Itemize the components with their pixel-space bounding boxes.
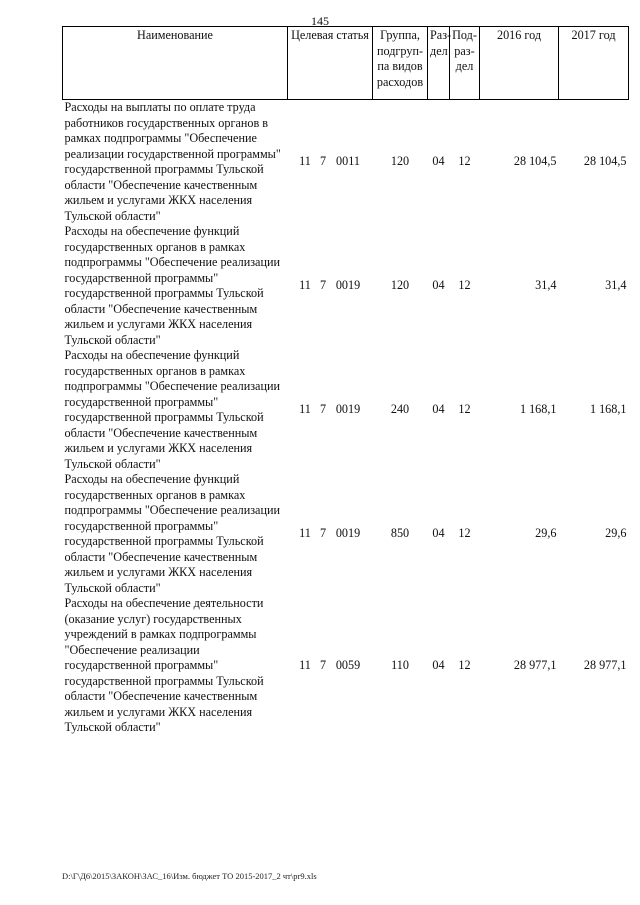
header-year-2016: 2016 год — [480, 27, 559, 100]
row-target-article — [288, 472, 373, 596]
row-target-article — [288, 224, 373, 348]
row-group: 850 — [390, 526, 410, 541]
row-amount-2017: 28 104,5 — [583, 154, 627, 169]
budget-table — [62, 26, 629, 736]
row-subsection: 12 — [458, 278, 471, 293]
row-name: Расходы на обеспечение функций государственных органов в рамках подпрограммы "Обеспечение реализации государственной программы" государственной программы Тульской области "Обеспечение качественным жильем и услугами ЖКХ населения Тульской области" — [64, 224, 281, 347]
row-name: Расходы на обеспечение функций государственных органов в рамках подпрограммы "Обеспечение реализации государственной программы" государственной программы Тульской области "Обеспечение качественным жильем и услугами ЖКХ населения Тульской области" — [64, 348, 281, 471]
row-target-article — [288, 100, 373, 225]
code-subprogram: 7 — [319, 526, 327, 541]
row-group: 120 — [390, 154, 410, 169]
table-row — [63, 224, 629, 348]
code-program: 11 — [299, 402, 311, 417]
code-subprogram: 7 — [319, 154, 327, 169]
row-amount-2017: 31,4 — [605, 278, 627, 293]
row-amount-2017: 1 168,1 — [589, 402, 627, 417]
row-section: 04 — [432, 658, 445, 672]
row-name: Расходы на выплаты по оплате труда работников государственных органов в рамках подпрограммы "Обеспечение реализации государственной программы" государственной программы Тульской области "Обеспечение качественным жильем и услугами ЖКХ населения Тульской области" — [64, 100, 281, 223]
row-group: 240 — [390, 402, 410, 417]
row-amount-2016: 28 977,1 — [513, 658, 557, 672]
row-subsection: 12 — [458, 526, 471, 541]
row-amount-2016: 29,6 — [535, 526, 557, 541]
table-row — [63, 596, 629, 736]
code-subprogram: 7 — [319, 402, 327, 417]
row-amount-2016: 1 168,1 — [519, 402, 557, 417]
row-section: 04 — [432, 278, 445, 293]
row-name: Расходы на обеспечение деятельности (оказание услуг) государственных учреждений в рамках подпрограммы "Обеспечение реализации государственной программы" государственной программы Тульской области "Обеспечение качественным жильем и услугами ЖКХ населения Тульской области" — [64, 596, 264, 734]
file-path-footer: D:\Г\Д6\2015\ЗАКОН\ЗАС_16\Изм. бюджет ТО 2015-2017_2 чт\pr9.xls — [62, 871, 317, 881]
row-subsection: 12 — [458, 402, 471, 417]
code-direction: 0019 — [335, 278, 361, 293]
page-number: 145 — [311, 14, 329, 28]
row-group: 120 — [390, 278, 410, 293]
table-row — [63, 348, 629, 472]
code-program: 11 — [299, 658, 311, 672]
row-target-article — [288, 596, 373, 736]
row-amount-2016: 31,4 — [535, 278, 557, 293]
code-subprogram: 7 — [319, 278, 327, 293]
row-section: 04 — [432, 154, 445, 169]
table-row — [63, 100, 629, 225]
code-subprogram: 7 — [319, 658, 327, 672]
header-name: Наименование — [63, 27, 288, 100]
row-section: 04 — [432, 526, 445, 541]
row-section: 04 — [432, 402, 445, 417]
header-group: Группа, подгруп-па видов расходов — [373, 27, 428, 100]
row-subsection: 12 — [458, 154, 471, 169]
code-direction: 0019 — [335, 402, 361, 417]
code-program: 11 — [299, 526, 311, 541]
row-group: 110 — [391, 658, 409, 672]
header-row — [63, 27, 629, 100]
header-year-2017: 2017 год — [559, 27, 629, 100]
code-direction: 0011 — [336, 154, 360, 169]
row-name: Расходы на обеспечение функций государственных органов в рамках подпрограммы "Обеспечение реализации государственной программы" государственной программы Тульской области "Обеспечение качественным жильем и услугами ЖКХ населения Тульской области" — [64, 472, 281, 595]
row-amount-2016: 28 104,5 — [513, 154, 557, 169]
code-program: 11 — [299, 154, 311, 169]
header-section: Раз-дел — [428, 27, 450, 100]
row-target-article — [288, 348, 373, 472]
row-subsection: 12 — [458, 658, 471, 672]
table-row — [63, 472, 629, 596]
row-amount-2017: 28 977,1 — [583, 658, 627, 672]
code-program: 11 — [299, 278, 311, 293]
header-subsection: Под-раз-дел — [450, 27, 480, 100]
header-target-article: Целевая статья — [288, 27, 373, 100]
code-direction: 0059 — [335, 658, 361, 672]
row-amount-2017: 29,6 — [605, 526, 627, 541]
code-direction: 0019 — [335, 526, 361, 541]
